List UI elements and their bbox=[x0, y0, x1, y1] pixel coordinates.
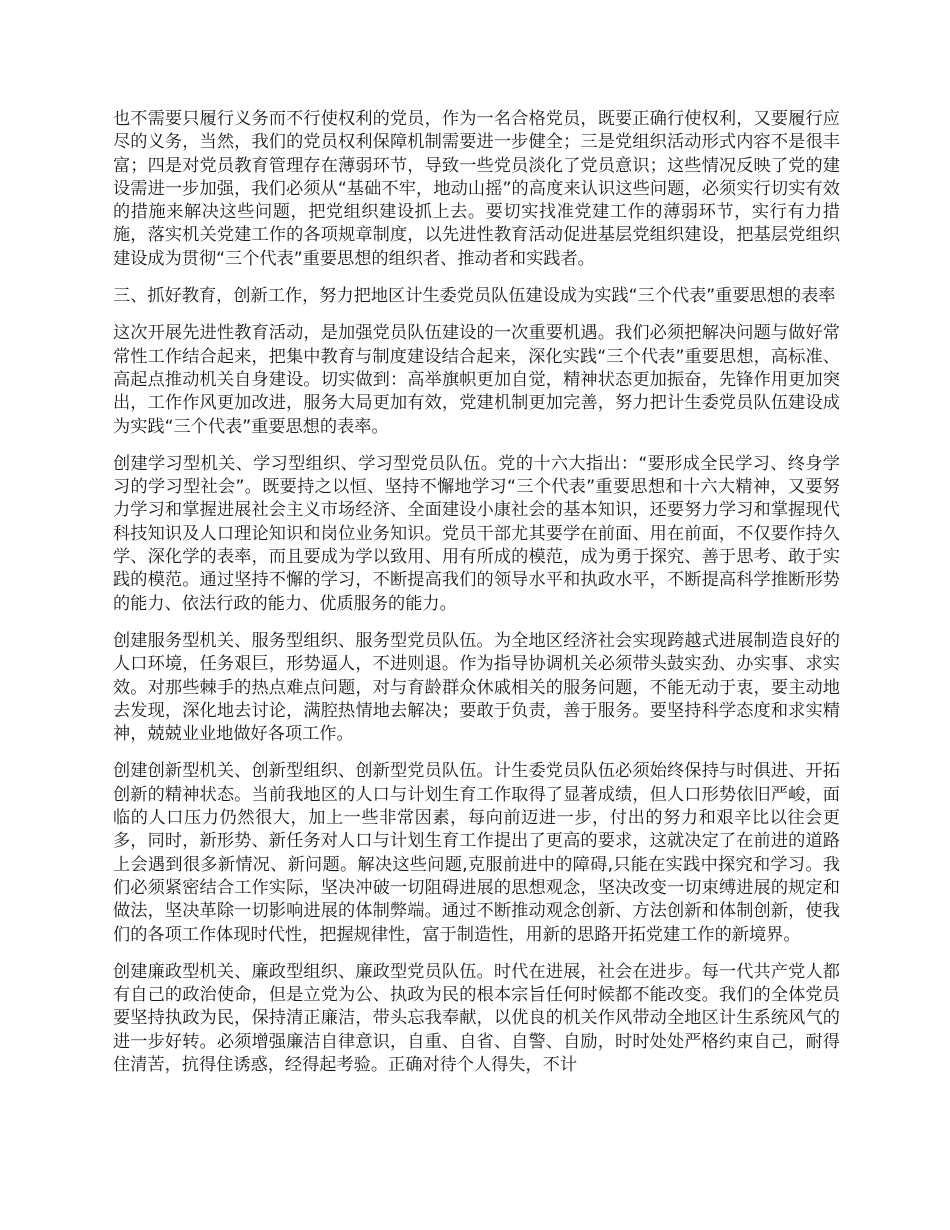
section-heading-three: 三、抓好教育，创新工作，努力把地区计生委党员队伍建设成为实践“三个代表”重要思想的表率 bbox=[113, 286, 836, 307]
paragraph-party-building-weaknesses: 也不需要只履行义务而不行使权利的党员，作为一名合格党员，既要正确行使权利，又要履行应尽的义务，当然，我们的党员权利保障机制需要进一步健全；三是党组织活动形式内容不是很丰富；四是对党员教育管理存在薄弱环节，导致一些党员淡化了党员意识；这些情况反映了党的建设需进一步加强，我们必须从“基础不牢，地动山摇”的高度来认识这些问题，必须实行切实有效的措施来解决这些问题，把党组织建设抓上去。要切实找准党建工作的薄弱环节，实行有力措施，落实机关党建工作的各项规章制度，以先进性教育活动促进基层党组织建设，把基层党组织建设成为贯彻“三个代表”重要思想的组织者、推动者和实践者。 bbox=[113, 109, 840, 269]
paragraph-innovative-organization: 创建创新型机关、创新型组织、创新型党员队伍。计生委党员队伍必须始终保持与时俱进、开拓创新的精神状态。当前我地区的人口与计划生育工作取得了显著成绩，但人口形势依旧严峻，面临的人口压力仍然很大，加上一些非常因素，每向前迈进一步，付出的努力和艰辛比以往会更多，同时，新形势、新任务对人口与计划生育工作提出了更高的要求，这就决定了在前进的道路上会遇到很多新情况、新问题。解决这些问题,克服前进中的障碍,只能在实践中探究和学习。我们必须紧密结合工作实际，坚决冲破一切阻碍进展的思想观念，坚决改变一切束缚进展的规定和做法，坚决革除一切影响进展的体制弊端。通过不断推动观念创新、方法创新和体制创新，使我们的各项工作体现时代性，把握规律性，富于制造性，用新的思路开拓党建工作的新境界。 bbox=[113, 761, 840, 945]
paragraph-learning-organization: 创建学习型机关、学习型组织、学习型党员队伍。党的十六大指出：“要形成全民学习、终身学习的学习型社会”。既要持之以恒、坚持不懈地学习“三个代表”重要思想和十六大精神，又要努力学习和掌握进展社会主义市场经济、全面建设小康社会的基本知识，还要努力学习和掌握现代科技知识及人口理论知识和岗位业务知识。党员干部尤其要学在前面、用在前面，不仅要作持久学、深化学的表率，而且要成为学以致用、用有所成的模范，成为勇于探究、善于思考、敢于实践的模范。通过坚持不懈的学习，不断提高我们的领导水平和执政水平，不断提高科学推断形势的能力、依法行政的能力、优质服务的能力。 bbox=[113, 453, 840, 614]
document-body bbox=[113, 108, 840, 1091]
paragraph-advanced-education: 这次开展先进性教育活动，是加强党员队伍建设的一次重要机遇。我们必须把解决问题与做好常常性工作结合起来，把集中教育与制度建设结合起来，深化实践“三个代表”重要思想，高标准、高起点推动机关自身建设。切实做到：高举旗帜更加自觉，精神状态更加振奋，先锋作用更加突出，工作作风更加改进，服务大局更加有效，党建机制更加完善，努力把计生委党员队伍建设成为实践“三个代表”重要思想的表率。 bbox=[113, 323, 840, 437]
paragraph-clean-government-organization: 创建廉政型机关、廉政型组织、廉政型党员队伍。时代在进展，社会在进步。每一代共产党人都有自己的政治使命，但是立党为公、执政为民的根本宗旨任何时候都不能改变。我们的全体党员要坚持执政为民，保持清正廉洁，带头忘我奉献，以优良的机关作风带动全地区计生系统风气的进一步好转。必须增强廉洁自律意识，自重、自省、自警、自励，时时处处严格约束自己，耐得住清苦，抗得住诱惑，经得起考验。正确对待个人得失，不计 bbox=[113, 961, 840, 1075]
paragraph-service-organization: 创建服务型机关、服务型组织、服务型党员队伍。为全地区经济社会实现跨越式进展制造良好的人口环境，任务艰巨，形势逼人，不进则退。作为指导协调机关必须带头鼓实劲、办实事、求实效。对那些棘手的热点难点问题，对与育龄群众休戚相关的服务问题，不能无动于衷，要主动地去发现，深化地去讨论，满腔热情地去解决；要敢于负责，善于服务。要坚持科学态度和求实精神，兢兢业业地做好各项工作。 bbox=[113, 630, 840, 745]
